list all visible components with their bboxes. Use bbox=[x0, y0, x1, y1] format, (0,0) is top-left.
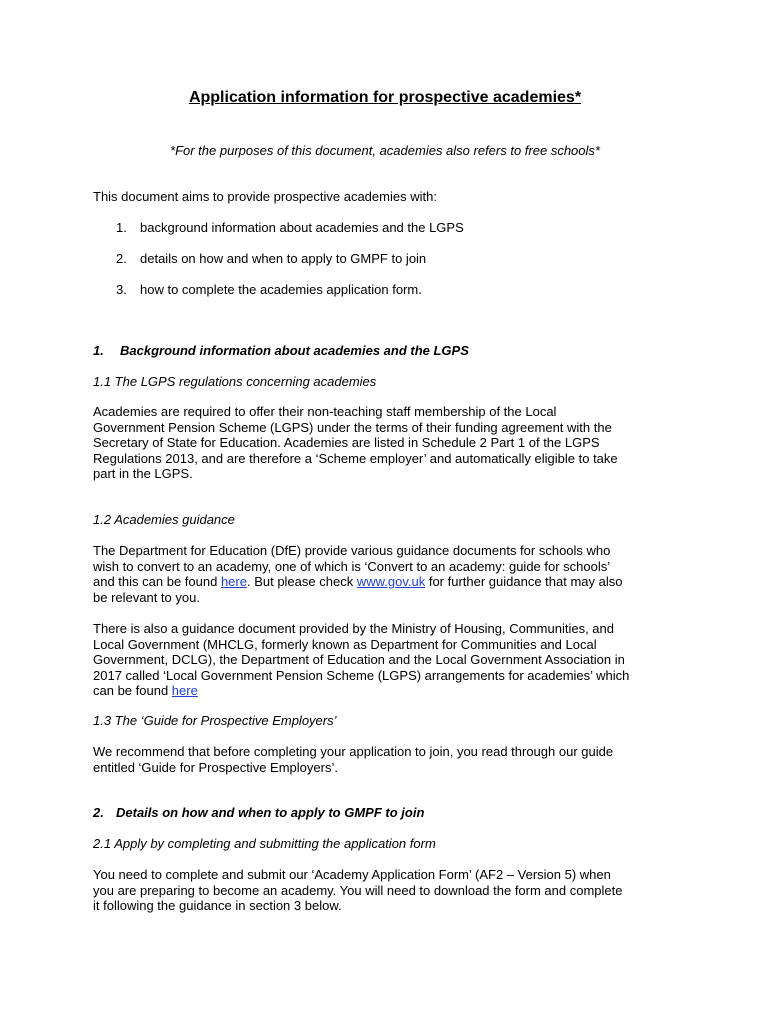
gov-uk-link[interactable]: www.gov.uk bbox=[356, 574, 426, 589]
list-text: background information about academies and the LGPS bbox=[140, 220, 464, 235]
text-line: entitled ‘Guide for Prospective Employers’. bbox=[93, 759, 338, 775]
text-line: Regulations 2013, and are therefore a ‘Scheme employer’ and automatically eligible to take bbox=[93, 450, 618, 466]
text-line: Academies are required to offer their non-teaching staff membership of the Local bbox=[93, 404, 557, 419]
list-item bbox=[116, 220, 464, 236]
text-line: We recommend that before completing your application to join, you read through our guide bbox=[93, 744, 614, 759]
text-line: You need to complete and submit our ‘Academy Application Form’ (AF2 – Version 5) when bbox=[93, 867, 611, 882]
text-line bbox=[93, 683, 693, 699]
application-form-paragraph bbox=[93, 867, 693, 914]
text-line: Secretary of State for Education. Academies are listed in Schedule 2 Part 1 of the LGPS bbox=[93, 435, 600, 450]
text-line: it following the guidance in section 3 below. bbox=[93, 898, 342, 913]
section-number: 1. bbox=[93, 343, 104, 358]
section-1-heading bbox=[93, 343, 469, 359]
text-run: and this can be found bbox=[93, 574, 221, 589]
mhclg-guidance-paragraph bbox=[93, 621, 693, 699]
list-number: 3. bbox=[116, 282, 127, 297]
text-line bbox=[93, 574, 693, 590]
subsection-2-1-heading: 2.1 Apply by completing and submitting the application form bbox=[93, 836, 436, 851]
list-item bbox=[116, 251, 426, 267]
text-line: Government Pension Scheme (LGPS) under the terms of their funding agreement with the bbox=[93, 419, 612, 435]
section-title: Details on how and when to apply to GMPF to join bbox=[116, 805, 425, 820]
lgps-academies-guide-link[interactable]: here bbox=[171, 683, 198, 698]
guide-for-schools-link[interactable]: here bbox=[220, 574, 247, 589]
subsection-1-2-heading: 1.2 Academies guidance bbox=[93, 512, 235, 527]
recommendation-paragraph bbox=[93, 744, 693, 775]
section-title: Background information about academies and the LGPS bbox=[120, 343, 469, 358]
text-run: can be found bbox=[93, 683, 172, 698]
section-2-heading bbox=[93, 805, 424, 821]
text-line: wish to convert to an academy, one of which is ‘Convert to an academy: guide for schools’ bbox=[93, 558, 611, 574]
text-line: The Department for Education (DfE) provide various guidance documents for schools who bbox=[93, 543, 611, 558]
list-number: 1. bbox=[116, 220, 127, 235]
list-text: details on how and when to apply to GMPF to join bbox=[140, 251, 427, 266]
list-number: 2. bbox=[116, 251, 127, 266]
text-line: There is also a guidance document provided by the Ministry of Housing, Communities, and bbox=[93, 621, 614, 636]
text-line: be relevant to you. bbox=[93, 589, 200, 605]
list-item bbox=[116, 282, 422, 298]
text-line: Government, DCLG), the Department of Education and the Local Government Association in bbox=[93, 652, 625, 667]
text-line: you are preparing to become an academy. You will need to download the form and complete bbox=[93, 882, 623, 898]
scope-note: *For the purposes of this document, academies also refers to free schools* bbox=[170, 143, 600, 158]
subsection-1-3-heading: 1.3 The ‘Guide for Prospective Employers’ bbox=[93, 713, 337, 728]
text-line: 2017 called ‘Local Government Pension Scheme (LGPS) arrangements for academies’ which bbox=[93, 667, 630, 683]
subsection-1-1-heading: 1.1 The LGPS regulations concerning academies bbox=[93, 374, 377, 389]
page-title: Application information for prospective academies* bbox=[188, 89, 582, 106]
intro-paragraph: This document aims to provide prospective academies with: bbox=[93, 189, 437, 204]
regulations-paragraph bbox=[93, 404, 693, 482]
list-text: how to complete the academies application form. bbox=[140, 282, 422, 297]
text-run: for further guidance that may also bbox=[425, 574, 623, 589]
section-number: 2. bbox=[93, 805, 104, 820]
guidance-paragraph bbox=[93, 543, 693, 605]
text-line: part in the LGPS. bbox=[93, 466, 193, 481]
text-line: Local Government (MHCLG, formerly known as Department for Communities and Local bbox=[93, 636, 597, 652]
text-run: . But please check bbox=[246, 574, 357, 589]
